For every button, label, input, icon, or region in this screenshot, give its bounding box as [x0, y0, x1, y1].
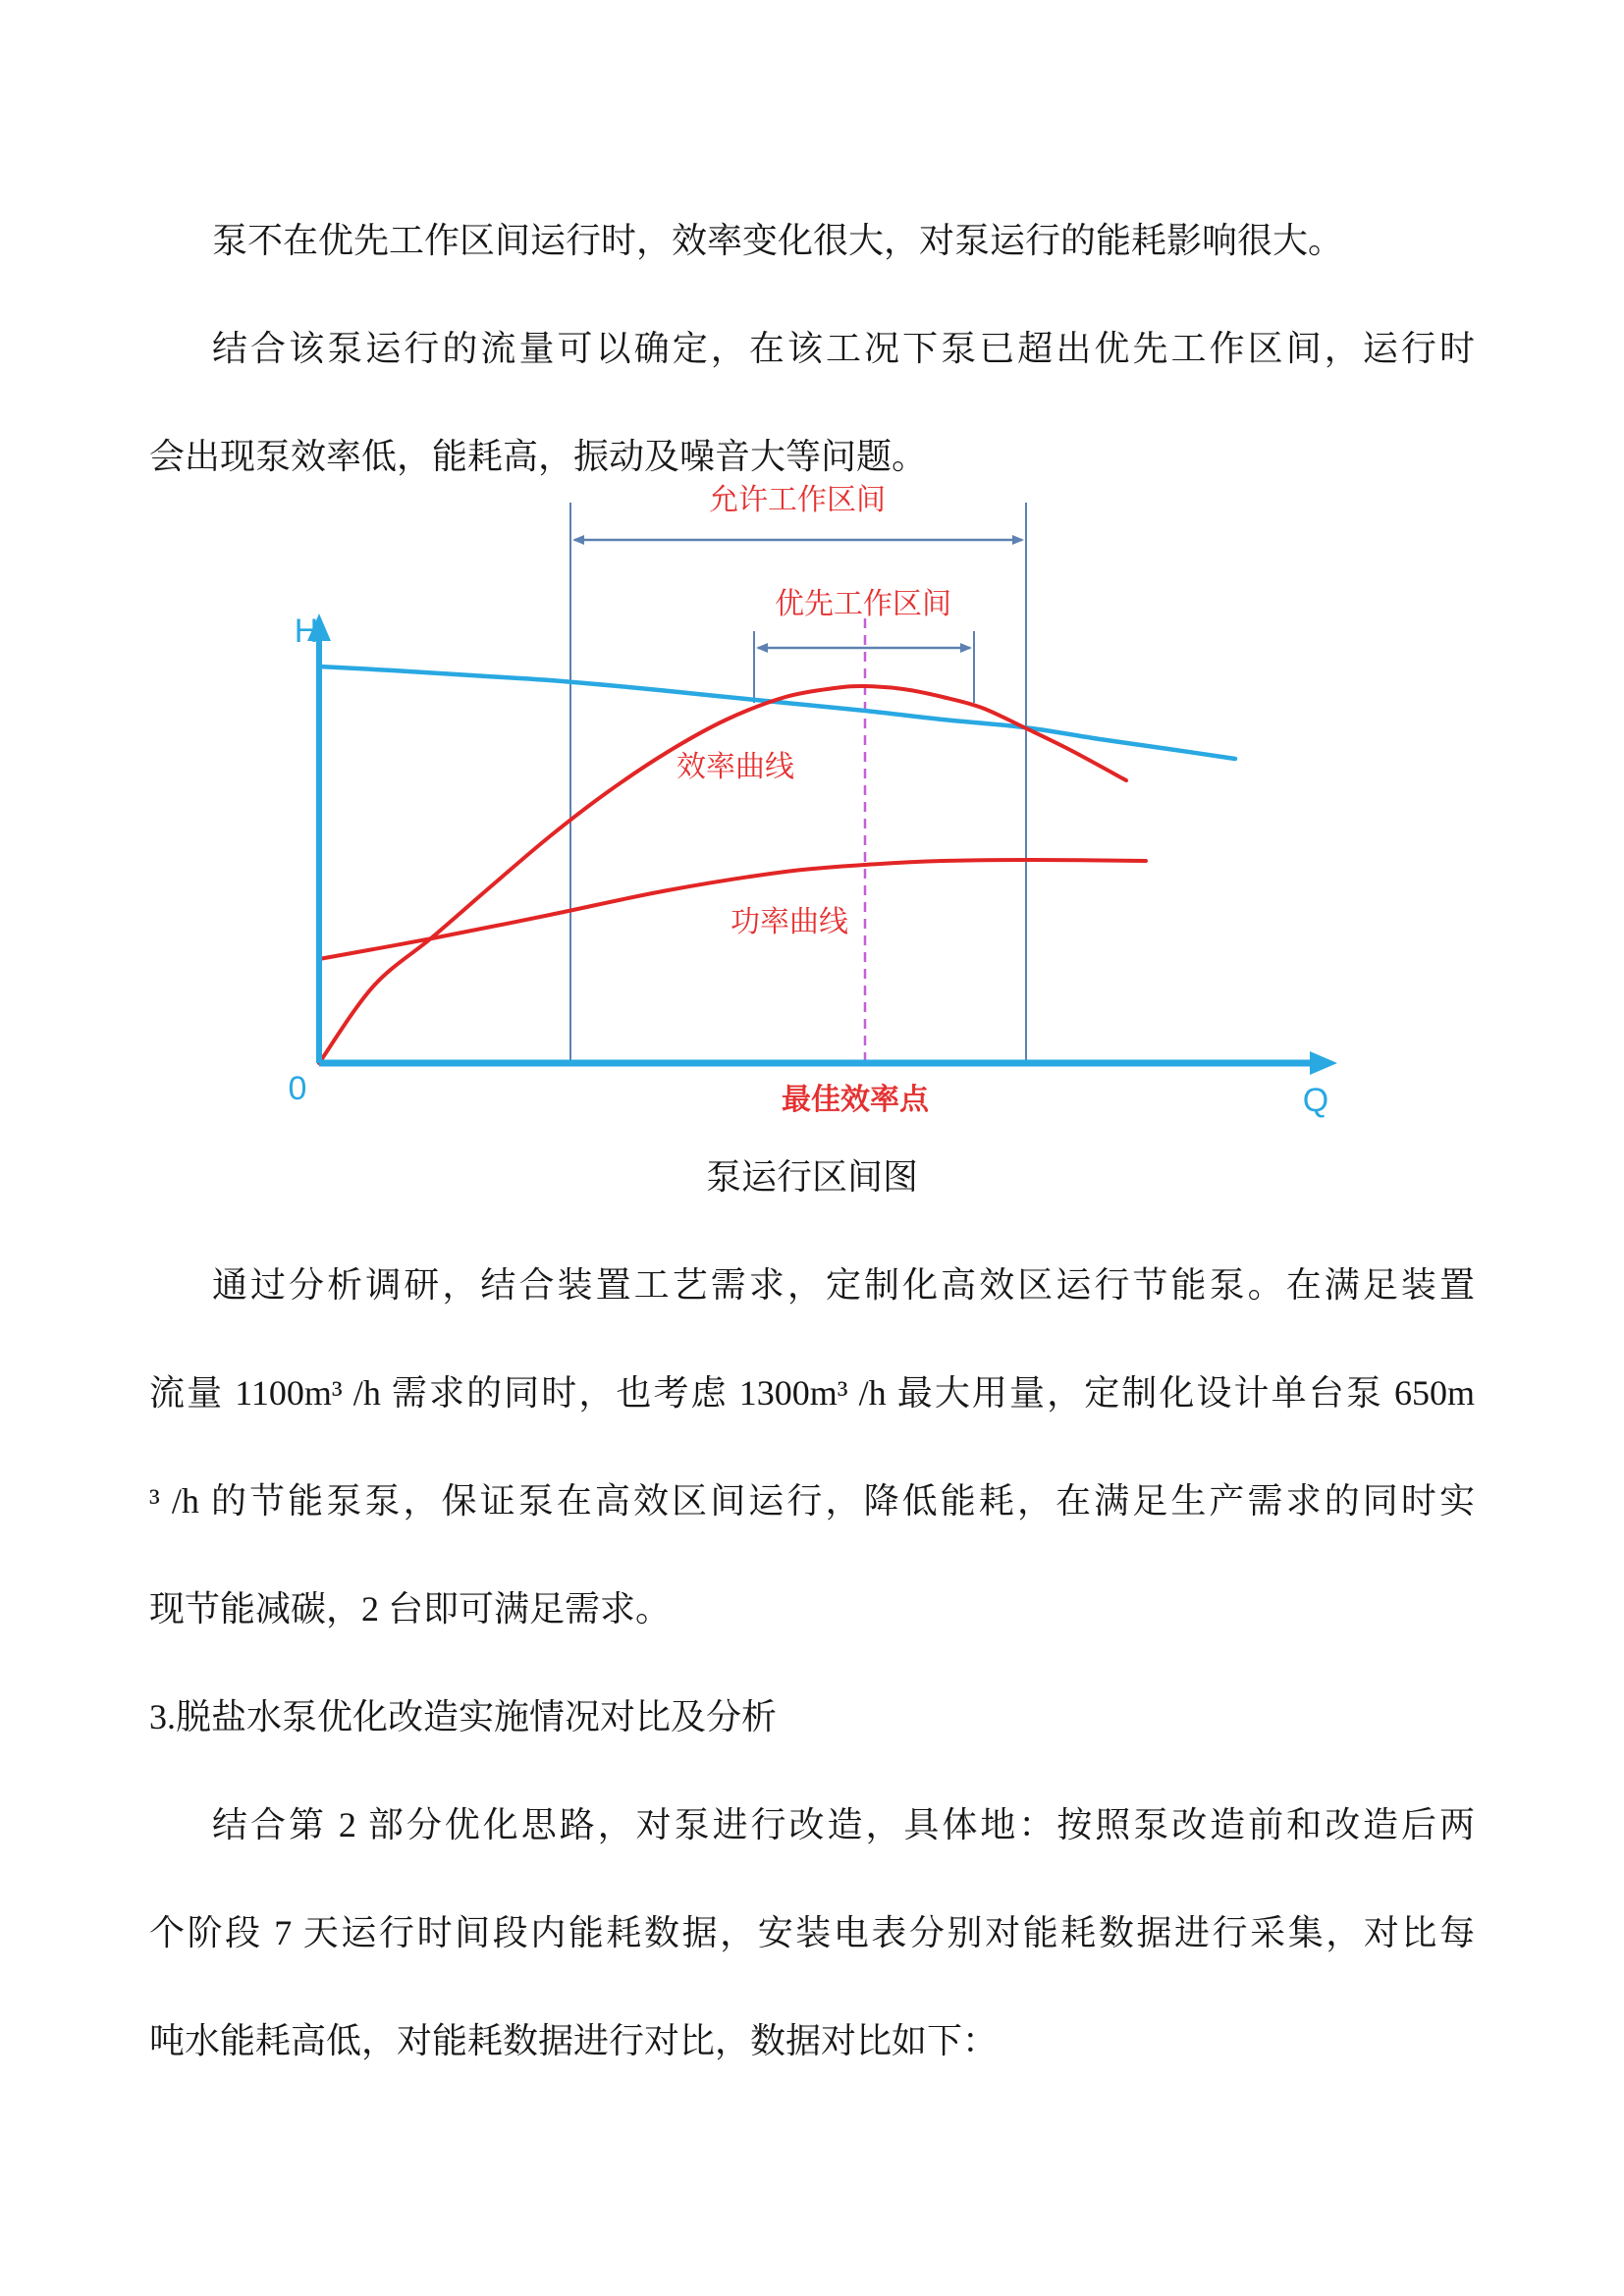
text-line: 吨水能耗高低，对能耗数据进行对比，数据对比如下： [149, 2021, 999, 2060]
figure-spacer [149, 510, 1475, 1123]
power-curve-label: 功率曲线 [731, 906, 848, 938]
text-line: 会出现泵效率低，能耗高，振动及噪音大等问题。 [149, 437, 928, 476]
text-line: 现节能减碳，2 台即可满足需求。 [149, 1589, 672, 1629]
text-line: 结合第 2 部分优化思路，对泵进行改造，具体地：按照泵改造前和改造后两 [212, 1805, 1475, 1844]
section-heading: 3.脱盐水泵优化改造实施情况对比及分析 [149, 1697, 778, 1736]
text-line: 结合该泵运行的流量可以确定，在该工况下泵已超出优先工作区间，运行时 [212, 329, 1475, 368]
origin-label: 0 [288, 1070, 307, 1107]
efficiency-curve-label: 效率曲线 [677, 751, 794, 783]
allowed-range-label: 允许工作区间 [709, 484, 886, 516]
text-line: 通过分析调研，结合装置工艺需求，定制化高效区运行节能泵。在满足装置 [212, 1265, 1475, 1305]
x-axis-label: Q [1302, 1082, 1329, 1119]
best-efficiency-label: 最佳效率点 [782, 1084, 929, 1116]
figure-caption: 泵运行区间图 [705, 1157, 918, 1197]
text-line: 泵不在优先工作区间运行时，效率变化很大，对泵运行的能耗影响很大。 [212, 221, 1344, 260]
y-axis-label: H [294, 613, 319, 650]
preferred-range-label: 优先工作区间 [775, 588, 951, 620]
text-line: 流量 1100m³ /h 需求的同时，也考虑 1300m³ /h 最大用量，定制化设计单台泵 650m [149, 1373, 1475, 1413]
text-line: ³ /h 的节能泵泵，保证泵在高效区间运行，降低能耗，在满足生产需求的同时实 [149, 1481, 1475, 1521]
document-text [149, 187, 1475, 2095]
text-line: 个阶段 7 天运行时间段内能耗数据，安装电表分别对能耗数据进行采集，对比每 [149, 1913, 1475, 1952]
